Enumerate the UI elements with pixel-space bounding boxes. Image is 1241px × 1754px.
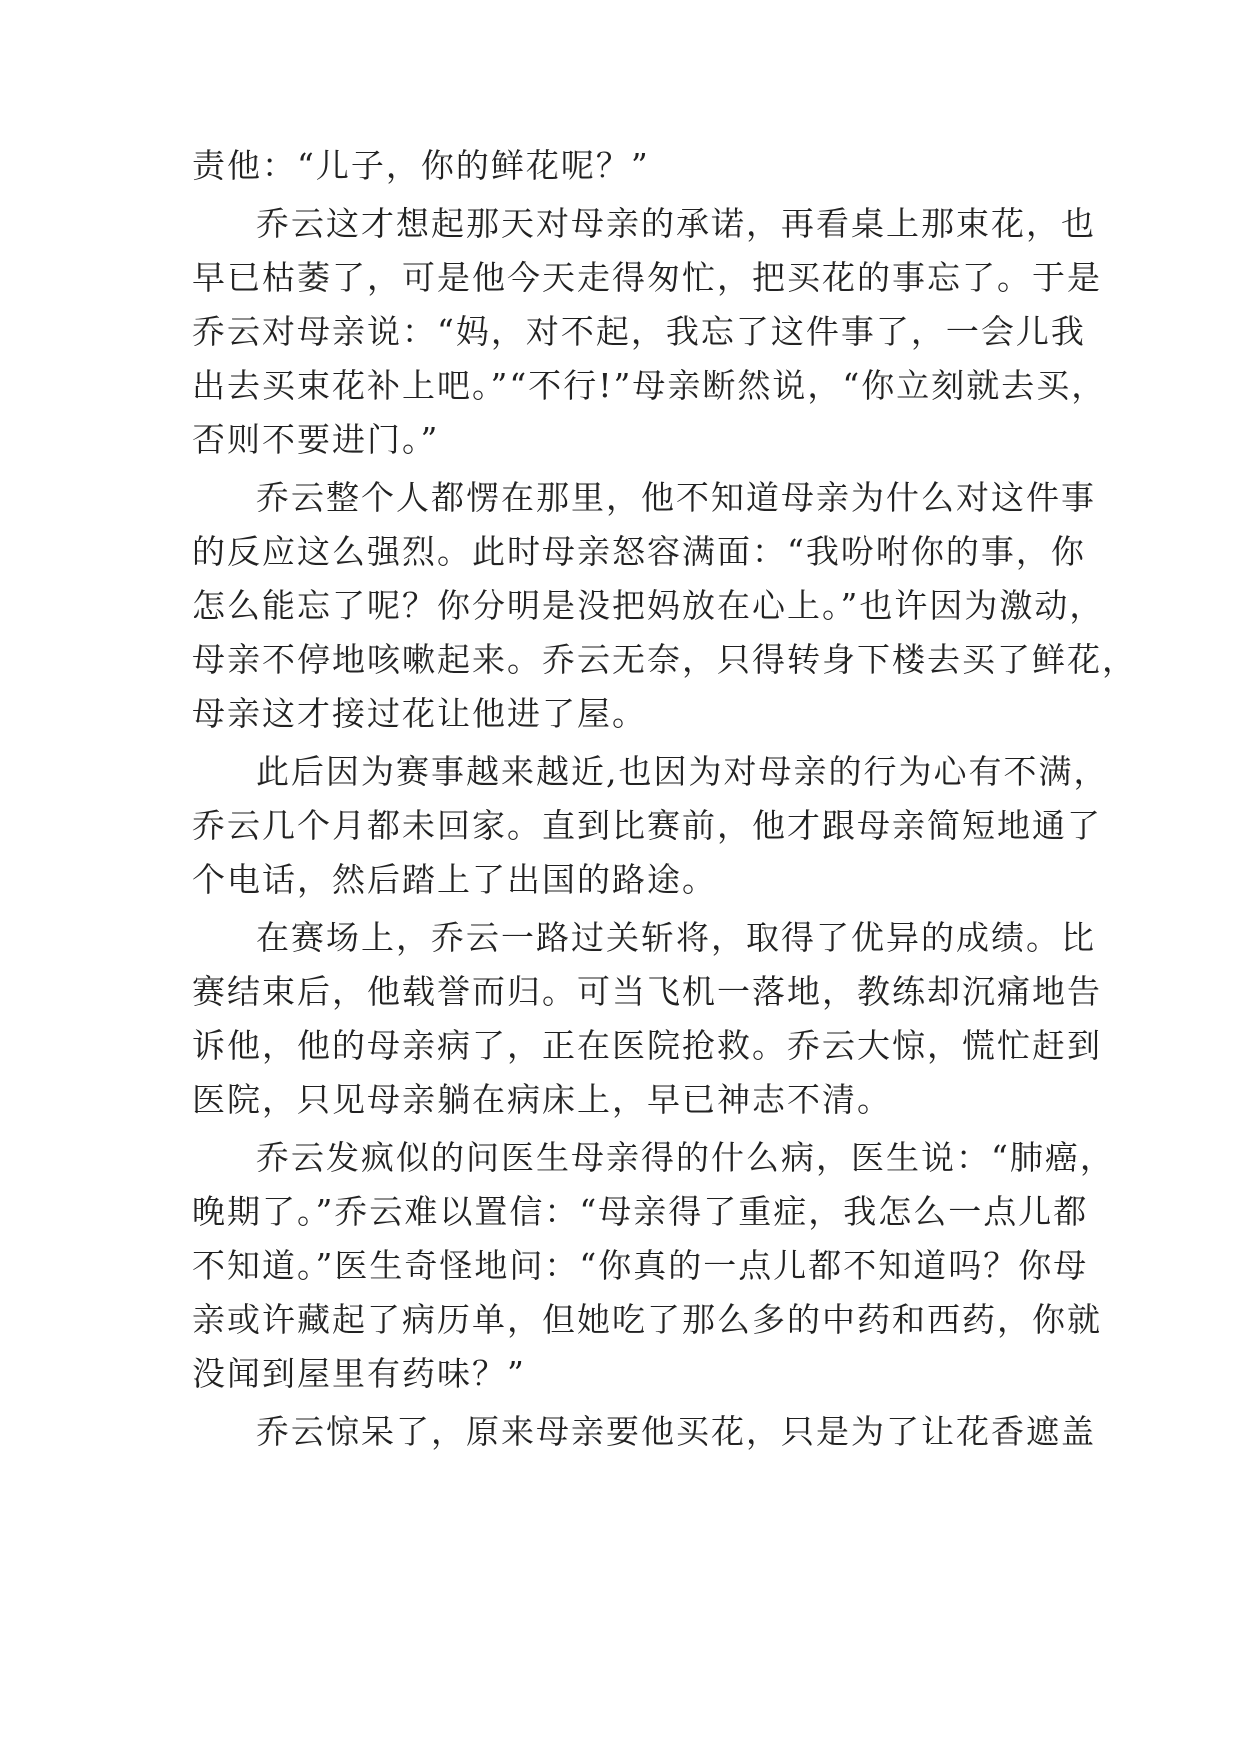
- text-line: 乔云对母亲说：“妈，对不起，我忘了这件事了，一会儿我: [192, 312, 1086, 351]
- text-line: 诉他，他的母亲病了，正在医院抢救。乔云大惊，慌忙赶到: [192, 1026, 1102, 1065]
- text-line: 出去买束花补上吧。”“不行!”母亲断然说，“你立刻就去买，: [192, 366, 1107, 405]
- text-line: 不知道。”医生奇怪地问：“你真的一点儿都不知道吗？你母: [192, 1246, 1089, 1285]
- text-line: 早已枯萎了，可是他今天走得匆忙，把买花的事忘了。于是: [192, 258, 1102, 297]
- text-line: 没闻到屋里有药味？”: [192, 1354, 526, 1393]
- text-line: 乔云发疯似的问医生母亲得的什么病，医生说：“肺癌，: [256, 1138, 1115, 1177]
- text-line: 晚期了。”乔云难以置信：“母亲得了重症，我怎么一点儿都: [192, 1192, 1089, 1231]
- text-line: 母亲这才接过花让他进了屋。: [192, 694, 647, 733]
- text-line: 此后因为赛事越来越近,也因为对母亲的行为心有不满，: [256, 752, 1109, 791]
- text-line: 乔云这才想起那天对母亲的承诺，再看桌上那束花，也: [256, 204, 1096, 243]
- text-line: 乔云惊呆了，原来母亲要他买花，只是为了让花香遮盖: [256, 1412, 1096, 1451]
- text-line: 乔云整个人都愣在那里，他不知道母亲为什么对这件事: [256, 478, 1096, 517]
- text-line: 否则不要进门。”: [192, 420, 440, 459]
- text-line: 个电话，然后踏上了出国的路途。: [192, 860, 717, 899]
- text-line: 乔云几个月都未回家。直到比赛前，他才跟母亲简短地通了: [192, 806, 1102, 845]
- text-line: 亲或许藏起了病历单，但她吃了那么多的中药和西药，你就: [192, 1300, 1102, 1339]
- text-line: 的反应这么强烈。此时母亲怒容满面：“我吩咐你的事，你: [192, 532, 1086, 571]
- text-line: 在赛场上，乔云一路过关斩将，取得了优异的成绩。比: [256, 918, 1096, 957]
- text-line: 责他：“儿子，你的鲜花呢？”: [192, 146, 650, 185]
- text-line: 怎么能忘了呢？你分明是没把妈放在心上。”也许因为激动，: [192, 586, 1105, 625]
- text-line: 母亲不停地咳嗽起来。乔云无奈，只得转身下楼去买了鲜花，: [192, 640, 1137, 679]
- text-line: 医院，只见母亲躺在病床上，早已神志不清。: [192, 1080, 892, 1119]
- text-line: 赛结束后，他载誉而归。可当飞机一落地，教练却沉痛地告: [192, 972, 1102, 1011]
